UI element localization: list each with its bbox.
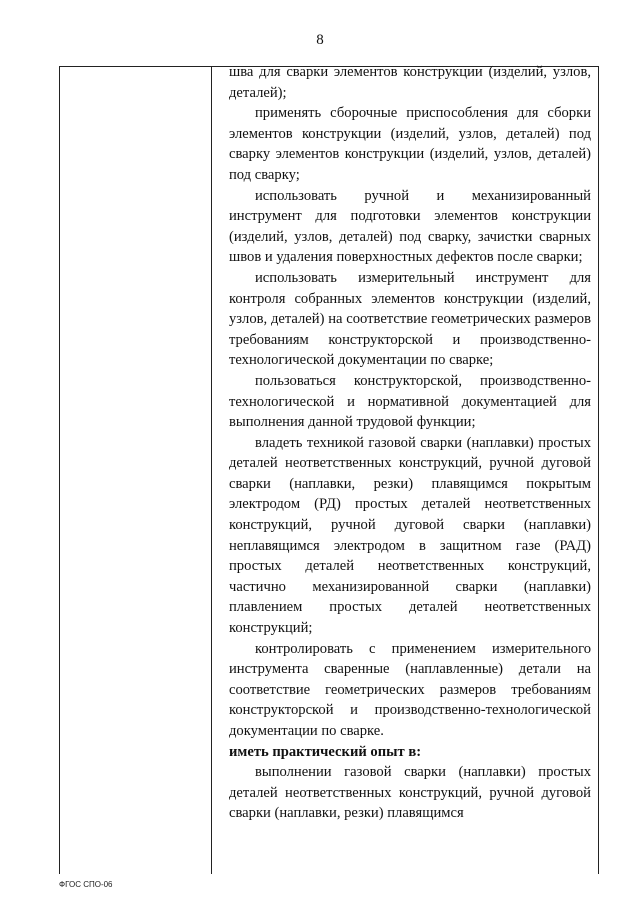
paragraph-2: применять сборочные приспособления для сборки элементов конструкции (изделий, узлов, деталей) под сварку элементов конструкции (изделий, узлов, деталей) под сварку; [229, 105, 591, 183]
table-right-cell [229, 62, 591, 824]
paragraph-1: шва для сварки элементов конструкции (изделий, узлов, деталей); [229, 64, 591, 101]
paragraph-3: использовать ручной и механизированный инструмент для подготовки элементов конструкции (изделий, узлов, деталей) под сварку, зачистки сварных швов и удаления поверхностных дефектов после сварки; [229, 187, 591, 266]
section-heading: иметь практический опыт в: [229, 743, 422, 760]
paragraph-6: владеть техникой газовой сварки (наплавки) простых деталей неответственных конструкций, ручной дуговой сварки (наплавки, резки) плавящимся покрытым электродом (РД) простых деталей неответственных конструкций, ручной дуговой сварки (наплавки) неплавящимся электродом в защитном газе (РАД) простых деталей неответственных конструкций, частично механизированной сварки (наплавки) плавлением простых деталей неответственных конструкций; [229, 434, 591, 637]
paragraph-5: пользоваться конструкторской, производственно-технологической и нормативной документацией для выполнения данной трудовой функции; [229, 372, 591, 431]
page-number: 8 [316, 32, 324, 48]
paragraph-7: контролировать с применением измерительного инструмента сваренные (наплавленные) детали на соответствие геометрических размеров требованиям конструкторской и производственно-технологической документации по сварке. [229, 640, 591, 739]
paragraph-4: использовать измерительный инструмент для контроля собранных элементов конструкции (изделий, узлов, деталей) на соответствие геометрических размеров требованиям конструкторской и производственно-технологической документации по сварке; [229, 269, 591, 369]
footer-label: ФГОС СПО-06 [59, 880, 113, 889]
column-divider [211, 66, 212, 874]
paragraph-8: выполнении газовой сварки (наплавки) простых деталей неответственных конструкций, ручной дуговой сварки (наплавки, резки) плавящимся [229, 764, 591, 822]
